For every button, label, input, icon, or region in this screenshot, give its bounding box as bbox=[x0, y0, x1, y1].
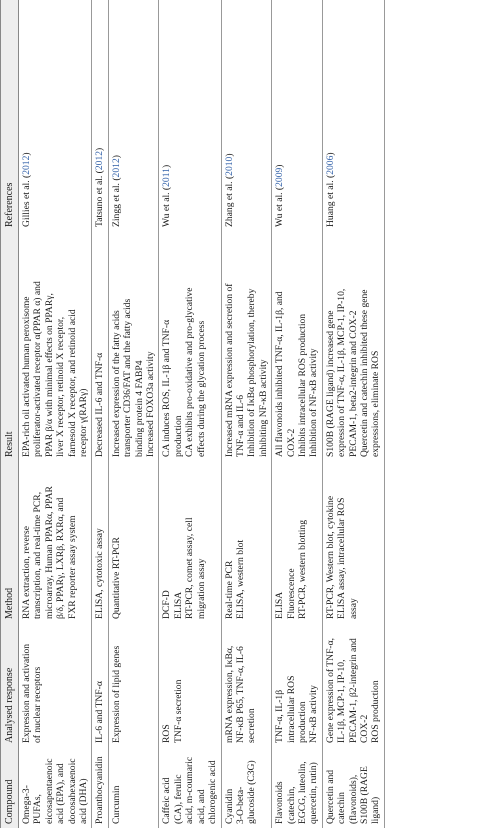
cell-text-line: effects during the glycation process bbox=[195, 320, 207, 457]
method-cell bbox=[221, 461, 272, 623]
citation-close: ) bbox=[223, 153, 235, 157]
cell-text-line: EGCG, luteolin, bbox=[296, 761, 308, 824]
table-row bbox=[322, 0, 384, 828]
compound-cell bbox=[221, 747, 272, 828]
citation-year-link[interactable]: 2012 bbox=[94, 150, 106, 171]
cell-text-line: CA exhibits pro-oxidative and pro-glycative bbox=[184, 287, 196, 457]
cell-text-line: FXR reporter assay system bbox=[66, 515, 78, 619]
citation-year-link[interactable]: 2011 bbox=[161, 168, 173, 187]
references-cell bbox=[92, 0, 108, 231]
cell-text-line: ROS bbox=[161, 724, 173, 743]
citation bbox=[111, 155, 122, 227]
cell-text-line: NF-κB activity bbox=[308, 685, 320, 743]
cell-text-line: docosahexaenoic bbox=[66, 758, 78, 824]
citation-close: ) bbox=[94, 147, 106, 151]
method-cell bbox=[92, 461, 108, 623]
table-row bbox=[92, 0, 108, 828]
method-cell bbox=[322, 461, 384, 623]
cell-text-line: Caffeic acid bbox=[161, 777, 173, 824]
cell-text-line: receptor γ(RARγ) bbox=[78, 388, 90, 457]
cell-text-line: mRNA expression, IκBα, bbox=[223, 645, 235, 743]
cell-text-line: Cyanidin bbox=[223, 788, 235, 824]
cell-text-line: ELISA bbox=[172, 591, 184, 619]
header-method: Method bbox=[1, 461, 19, 623]
table-row bbox=[19, 0, 92, 828]
citation-close: ) bbox=[324, 152, 336, 156]
cell-text-line: S100B (RAGE ligand) increased gene bbox=[324, 310, 336, 457]
header-result: Result bbox=[1, 231, 19, 461]
cell-text-line: expression of TNF-α, IL-1β, MCP-1, IP-10, bbox=[336, 288, 348, 457]
cell-text-line: Proanthocyanidin bbox=[94, 756, 106, 824]
analysed-response-cell bbox=[159, 623, 221, 747]
cell-text-line: (catechin, bbox=[285, 786, 297, 824]
cell-text-line: RT-PCR, Western blot, cytokine bbox=[324, 495, 336, 619]
references-cell bbox=[19, 0, 92, 231]
cell-text-line: ROS production bbox=[370, 680, 382, 743]
citation-author: Zhang et al. ( bbox=[223, 175, 235, 227]
cell-text-line: CA induces ROS, IL-1β and TNF-α bbox=[161, 319, 173, 457]
cell-text-line: microarray, Human PPARα, PPAR bbox=[43, 486, 55, 619]
citation-year-link[interactable]: 2010 bbox=[223, 156, 235, 176]
analysed-response-cell bbox=[322, 623, 384, 747]
cell-text-line: secretion bbox=[246, 708, 258, 743]
cell-text-line: DCF-D bbox=[161, 590, 173, 619]
cell-text-line: expressions, eliminate ROS bbox=[370, 350, 382, 457]
method-cell bbox=[272, 461, 323, 623]
method-cell bbox=[108, 461, 159, 623]
citation-author: Wu et al. ( bbox=[161, 186, 173, 227]
cell-text-line: (CA), ferulic bbox=[172, 774, 184, 824]
cell-text-line: Expression and activation bbox=[21, 643, 32, 743]
citation-close: ) bbox=[161, 164, 173, 169]
citation bbox=[224, 153, 235, 227]
citation-year-link[interactable]: 2006 bbox=[324, 155, 336, 175]
cell-text-line: Inhibition of NF-κB activity bbox=[308, 348, 320, 457]
cell-text-line: farnesoid X receptor, and retinoid acid bbox=[66, 309, 78, 457]
citation-author: Gillies et al. ( bbox=[21, 174, 32, 227]
compound-cell bbox=[322, 747, 384, 828]
cell-text-line: inhibiting NF-κB activity bbox=[257, 359, 269, 457]
cell-text-line: acid, and bbox=[195, 789, 207, 824]
citation bbox=[325, 152, 336, 227]
table-row bbox=[221, 0, 272, 828]
cell-text-line: ELISA, cytotoxic assay bbox=[94, 528, 106, 619]
header-compound: Compound bbox=[1, 747, 19, 828]
cell-text-line: migration assay bbox=[195, 558, 207, 619]
cell-text-line: liver X receptor, retinoid X receptor, bbox=[55, 316, 67, 457]
cell-text-line: Fluorescence bbox=[285, 568, 297, 619]
result-cell bbox=[159, 231, 221, 461]
cell-text-line: assay bbox=[347, 598, 359, 619]
cell-text-line: of nuclear receptors bbox=[32, 666, 44, 743]
cell-text-line: Gene expression of TNF-α, bbox=[324, 637, 336, 743]
cell-text-line: COX-2 bbox=[358, 714, 370, 743]
cell-text-line: acid (DHA) bbox=[78, 778, 90, 824]
result-cell bbox=[272, 231, 323, 461]
analysed-response-cell bbox=[92, 623, 108, 747]
citation bbox=[161, 165, 172, 227]
cell-text-line: Quercetin and bbox=[324, 769, 336, 824]
header-references: References bbox=[1, 0, 19, 231]
result-cell bbox=[108, 231, 159, 461]
result-cell bbox=[221, 231, 272, 461]
cell-text-line: PUFAs, bbox=[32, 794, 44, 824]
cell-text-line: (flavonoids), bbox=[347, 774, 359, 824]
cell-text-line: Curcumin bbox=[110, 785, 122, 824]
cell-text-line: PPAR β/α with minimal effects on PPARγ, bbox=[43, 293, 55, 457]
analysed-response-cell bbox=[108, 623, 159, 747]
citation-author: Tatsuno et al. ( bbox=[94, 170, 106, 227]
cell-text-line: glucoside (C3G) bbox=[246, 760, 258, 824]
cell-text-line: production bbox=[172, 415, 184, 457]
method-cell bbox=[159, 461, 221, 623]
table-row bbox=[272, 0, 323, 828]
citation bbox=[274, 165, 285, 228]
cell-text-line: Quantitative RT-PCR bbox=[110, 537, 122, 619]
citation bbox=[94, 148, 105, 227]
citation-author: Huang et al. ( bbox=[324, 174, 336, 227]
citation-year-link[interactable]: 2009 bbox=[274, 167, 286, 187]
cell-text-line: ELISA assay, intracellular ROS bbox=[336, 497, 348, 619]
citation bbox=[21, 152, 32, 227]
cell-text-line: eicosapentaenoic bbox=[43, 758, 55, 824]
cell-text-line: TNF-α, IL-1β bbox=[274, 689, 286, 743]
cell-text-line: PECAM-1, beta2-integrin and COX-2 bbox=[347, 310, 359, 457]
method-cell bbox=[19, 461, 92, 623]
cell-text-line: IL-1β, MCP-1, IP-10, bbox=[336, 659, 348, 743]
cell-text-line: chlorogenic acid bbox=[207, 760, 219, 824]
cell-text-line: NF-κB P65, TNF-α, IL-6 bbox=[234, 646, 246, 743]
cell-text-line: 3-O-beta- bbox=[234, 786, 246, 824]
citation-close: ) bbox=[110, 155, 122, 159]
cell-text-line: Quercetin and catechin inhibited these gene bbox=[358, 289, 370, 457]
cell-text-line: IL-6 and TNF-α bbox=[94, 681, 106, 743]
result-cell bbox=[92, 231, 108, 461]
cell-text-line: β/δ, PPARγ, LXRβ, RXRα, and bbox=[55, 497, 67, 619]
cell-text-line: Flavonoids bbox=[274, 781, 286, 824]
citation-author: Wu et al. ( bbox=[274, 186, 286, 227]
cell-text-line: proliferator-activated receptor α(PPAR α) and bbox=[32, 281, 44, 457]
cell-text-line: Inhibits intracellular ROS production bbox=[296, 313, 308, 457]
references-cell bbox=[221, 0, 272, 231]
cell-text-line: intracellular ROS bbox=[285, 675, 297, 743]
references-cell bbox=[322, 0, 384, 231]
cell-text-line: Expression of lipid genes bbox=[110, 645, 122, 743]
citation-close: ) bbox=[274, 164, 286, 168]
cell-text-line: EPA-rich oil activated human peroxisome bbox=[21, 296, 32, 457]
cell-text-line: ligand) bbox=[370, 796, 382, 824]
cell-text-line: RT-PCR, comet assay, cell bbox=[184, 517, 196, 619]
header-row bbox=[1, 0, 19, 828]
cell-text-line: COX-2 bbox=[285, 428, 297, 457]
cell-text-line: RNA extraction, reverse bbox=[21, 526, 32, 619]
cell-text-line: quercetin, rutin) bbox=[308, 762, 320, 824]
cell-text-line: Increased expression of the fatty acids bbox=[110, 310, 122, 457]
cell-text-line: Omega-3- bbox=[21, 785, 32, 824]
cell-text-line: TNF-α secretion bbox=[172, 679, 184, 743]
references-cell bbox=[108, 0, 159, 231]
table-row bbox=[159, 0, 221, 828]
cell-text-line: Inhibition of IκBα phosphorylation, thereby bbox=[246, 288, 258, 457]
citation-year-link[interactable]: 2012 bbox=[110, 158, 122, 178]
result-cell bbox=[19, 231, 92, 461]
citation-close: ) bbox=[21, 152, 32, 156]
cell-text-line: transporter CD36/FAT and the fatty acids bbox=[122, 298, 134, 457]
cell-text-line: catechin bbox=[336, 792, 348, 824]
cell-text-line: All flavonoids inhibited TNF-α, IL-1β, and bbox=[274, 291, 286, 457]
result-cell bbox=[322, 231, 384, 461]
analysed-response-cell bbox=[272, 623, 323, 747]
header-analysed-response: Analysed response bbox=[1, 623, 19, 747]
cell-text-line: transcription, and real-time PCR, bbox=[32, 491, 44, 619]
cell-text-line: Increased mRNA expression and secretion of bbox=[223, 283, 235, 457]
cell-text-line: ELISA bbox=[274, 591, 286, 619]
cell-text-line: S100B (RAGE bbox=[358, 766, 370, 824]
compound-cell bbox=[159, 747, 221, 828]
cell-text-line: acid (EPA), and bbox=[55, 763, 67, 824]
cell-text-line: Increased FOXO3a activity bbox=[145, 351, 157, 457]
compound-cell bbox=[272, 747, 323, 828]
compound-cell bbox=[92, 747, 108, 828]
cell-text-line: Real-time PCR bbox=[223, 560, 235, 619]
analysed-response-cell bbox=[221, 623, 272, 747]
table-row bbox=[108, 0, 159, 828]
cell-text-line: RT-PCR, western blotting bbox=[296, 519, 308, 619]
analysed-response-cell bbox=[19, 623, 92, 747]
table-body bbox=[19, 0, 385, 828]
citation-year-link[interactable]: 2012 bbox=[21, 155, 32, 175]
cell-text-line: ELISA, western blot bbox=[234, 539, 246, 619]
cell-text-line: PECAM-1, β2-integrin and bbox=[347, 638, 359, 743]
compound-cell bbox=[108, 747, 159, 828]
citation-author: Zingg et al. ( bbox=[110, 177, 122, 227]
cell-text-line: production bbox=[296, 701, 308, 743]
references-cell bbox=[272, 0, 323, 231]
cell-text-line: TNF-α and IL-6 bbox=[234, 394, 246, 457]
cell-text-line: acid, m-coumaric bbox=[184, 756, 196, 824]
cell-text-line: Decreased IL-6 and TNF-α bbox=[94, 352, 106, 457]
cell-text-line: binding protein 4 FABP4 bbox=[133, 360, 145, 457]
compound-cell bbox=[19, 747, 92, 828]
references-cell bbox=[159, 0, 221, 231]
